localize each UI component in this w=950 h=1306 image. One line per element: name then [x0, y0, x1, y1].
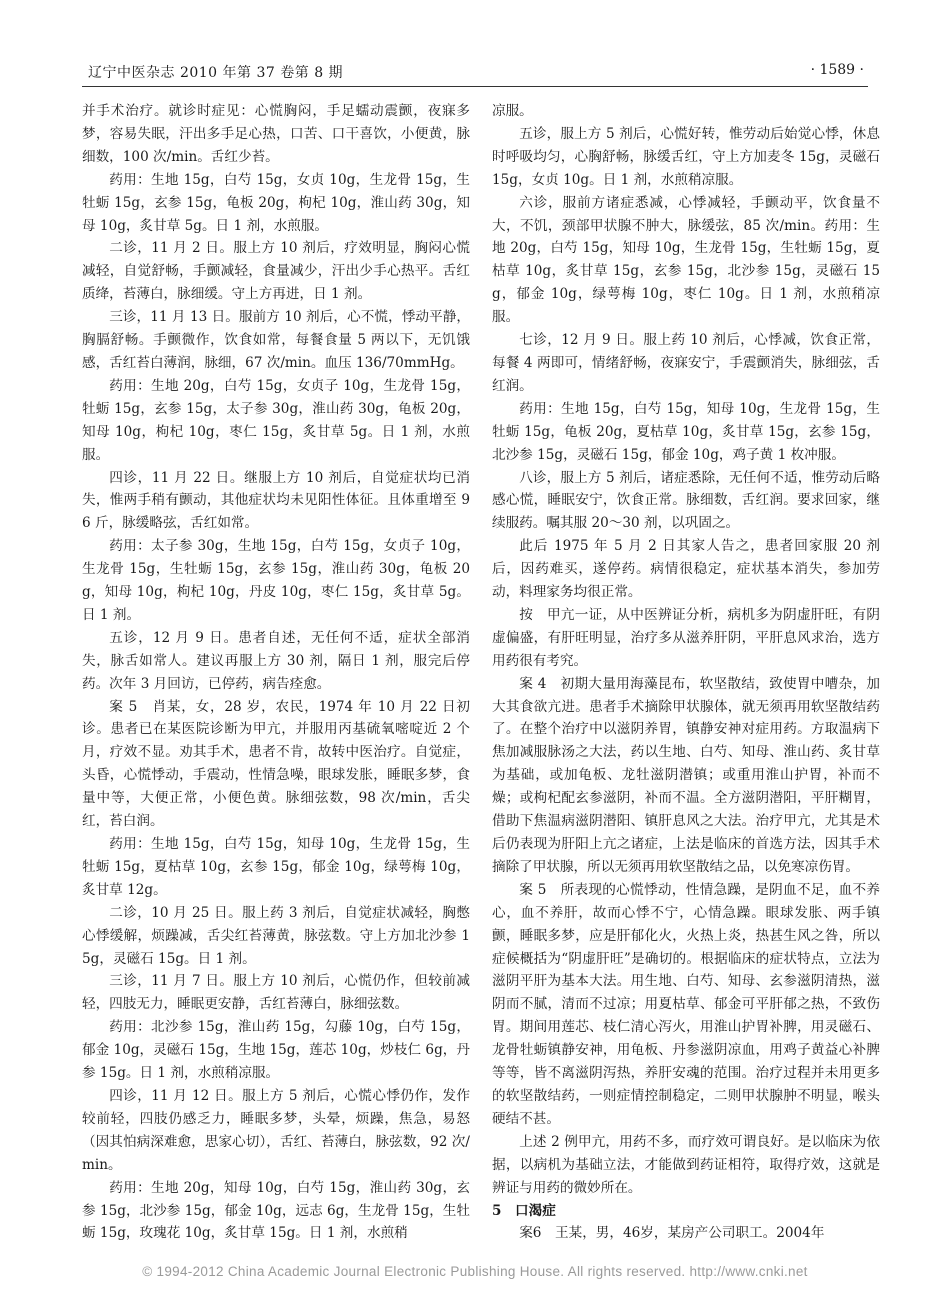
paragraph: 案 4 初期大量用海藻昆布，软坚散结，致使胃中嘈杂，加大其食欲亢进。患者手术摘除甲状腺体，就无须再用软坚散结药了。在整个治疗中以滋阴养胃，镇静安神对症用药。方取温病下焦加减服脉汤之大法，药以生地、白芍、知母、淮山药、炙甘草为基础，或加龟板、龙牡滋阴潜镇；或重用淮山护胃，补而不燥；或枸杞配玄参滋阴，补而不温。全方滋阴潜阳，平肝糊胃，借助下焦温病滋阴潜阳、镇肝息风之大法。治疗甲亢，尤其是术后仍表现为肝阳上亢之诸症，上法是临床的首选方法，因其手术摘除了甲状腺，所以无须再用软坚散结之品，以免寒凉伤胃。	[492, 675, 880, 875]
paragraph: 并手术治疗。就诊时症见：心慌胸闷，手足蠕动震颤，夜寐多梦，容易失眠，汗出多手足心热，口苦、口干喜饮，小便黄，脉细数，100 次/min。舌红少苔。	[82, 103, 470, 165]
paragraph: 二诊，10 月 25 日。服上药 3 剂后，自觉症状减轻，胸憋心悸缓解，烦躁减，舌尖红苔薄黄，脉弦数。守上方加北沙参 15g，灵磁石 15g。日 1 剂。	[82, 904, 470, 967]
paragraph: 四诊，11 月 12 日。服上方 5 剂后，心慌心悸仍作，发作较前轻，四肢仍感乏力，睡眠多梦，头晕，烦躁，焦急，易怒（因其怕病深难愈，思家心切），舌红、苔薄白，脉弦数，92 次/min。	[82, 1087, 470, 1173]
copyright-footer: © 1994-2012 China Academic Journal Electronic Publishing House. All rights reserved. http://www.cnki.net	[142, 1264, 808, 1279]
paragraph: 七诊，12 月 9 日。服上药 10 剂后，心悸减，饮食正常，每餐 4 两即可，情绪舒畅，夜寐安宁，手震颤消失，脉细弦，舌红润。	[492, 332, 880, 394]
paragraph: 六诊，服前方诸症悉减，心悸减轻，手颤动平，饮食量不大，不饥，颈部甲状腺不肿大，脉缓弦，85 次/min。药用：生地 20g，白芍 15g，知母 10g，生龙骨 15g，生牡蛎 15g，夏枯草 10g，炙甘草 15g，玄参 15g，北沙参 15g，灵磁石 15g，郁金 10g，绿萼梅 10g，枣仁 10g。日 1 剂，水煎稍凉服。	[492, 194, 880, 326]
paragraph: 三诊，11 月 13 日。服前方 10 剂后，心不慌，悸动平静，胸膈舒畅。手颤微作，饮食如常，每餐食量 5 两以下，无饥饿感，舌红苔白薄润，脉细，67 次/min。血压 136/70mmHg。	[82, 309, 470, 371]
paragraph: 三诊，11 月 7 日。服上方 10 剂后，心慌仍作，但较前减轻，四肢无力，睡眠更安静，舌红苔薄白，脉细弦数。	[82, 973, 470, 1013]
paragraph: 药用：生地 20g，白芍 15g，女贞子 10g，生龙骨 15g，牡蛎 15g，玄参 15g，太子参 30g，淮山药 30g，龟板 20g，知母 10g，枸杞 10g，枣仁 15g，炙甘草 5g。日 1 剂，水煎服。	[82, 377, 470, 463]
page-number: · 1589 ·	[810, 62, 864, 78]
paragraph: 案 5 肖某，女，28 岁，农民，1974 年 10 月 22 日初诊。患者已在某医院诊断为甲亢，并服用丙基硫氧嘧啶近 2 个月，疗效不显。劝其手术，患者不肯，故转中医治疗。自觉症，头昏，心慌悸动，手震动，性情急噪，眼球发胀，睡眠多梦，食量中等，大便正常，小便色黄。脉细弦数，98 次/min，舌尖红，苔白润。	[82, 698, 470, 830]
journal-title: 辽宁中医杂志 2010 年第 37 卷第 8 期	[88, 65, 344, 81]
paragraph: 按 甲亢一证，从中医辨证分析，病机多为阴虚肝旺，有阴虚偏盛，有肝旺明显，治疗多从滋养肝阴，平肝息风求治，选方用药很有考究。	[492, 606, 880, 669]
paragraph: 上述 2 例甲亢，用药不多，而疗效可谓良好。是以临床为依据，以病机为基础立法，才能做到药证相符，取得疗效，这就是辨证与用药的微妙所在。	[492, 1133, 880, 1196]
section-heading: 5 口渴症	[492, 1202, 556, 1219]
paragraph: 药用：太子参 30g，生地 15g，白芍 15g，女贞子 10g，生龙骨 15g，生牡蛎 15g，玄参 15g，淮山药 30g，龟板 20g，知母 10g，枸杞 10g，丹皮 10g，枣仁 15g，炙甘草 5g。日 1 剂。	[82, 538, 470, 623]
paragraph: 药用：生地 15g，白芍 15g，女贞 10g，生龙骨 15g，生牡蛎 15g，玄参 15g，龟板 20g，枸杞 10g，淮山药 30g，知母 10g，炙甘草 5g。日 1 剂，水煎服。	[82, 171, 470, 234]
right-column	[492, 100, 880, 1245]
paragraph: 四诊，11 月 22 日。继服上方 10 剂后，自觉症状均已消失，惟两手稍有颤动，其他症状均未见阳性体征。且体重增至 96 斤，脉缓略弦，舌红如常。	[82, 469, 470, 532]
paragraph: 案6 王某，男，46岁，某房产公司职工。2004年	[519, 1225, 825, 1242]
paragraph: 药用：生地 15g，白芍 15g，知母 10g，生龙骨 15g，生牡蛎 15g，龟板 20g，夏枯草 10g，炙甘草 15g，玄参 15g，北沙参 15g，灵磁石 15g，郁金 10g，鸡子黄 1 枚冲服。	[492, 400, 880, 463]
paragraph: 药用：北沙参 15g，淮山药 15g，勾藤 10g，白芍 15g，郁金 10g，灵磁石 15g，生地 15g，莲芯 10g，炒枝仁 6g，丹参 15g。日 1 剂，水煎稍凉服。	[82, 1019, 470, 1082]
paragraph: 药用：生地 15g，白芍 15g，知母 10g，生龙骨 15g，生牡蛎 15g，夏枯草 10g，玄参 15g，郁金 10g，绿萼梅 10g，炙甘草 12g。	[82, 836, 470, 898]
paragraph: 凉服。	[492, 103, 533, 119]
paragraph: 八诊，服上方 5 剂后，诸症悉除，无任何不适，惟劳动后略感心慌，睡眠安宁，饮食正常。脉细数，舌红润。要求回家，继续服药。嘱其服 20～30 剂，以巩固之。	[492, 469, 880, 532]
header-rule	[82, 86, 868, 87]
left-column	[82, 100, 470, 1245]
paragraph: 药用：生地 20g，知母 10g，白芍 15g，淮山药 30g，玄参 15g，北沙参 15g，郁金 10g，远志 6g，生龙骨 15g，生牡蛎 15g，玫瑰花 10g，炙甘草 15g。日 1 剂，水煎稍	[82, 1179, 470, 1242]
paragraph: 五诊，服上方 5 剂后，心慌好转，惟劳动后始觉心悸，休息时呼吸均匀，心胸舒畅，脉缓舌红，守上方加麦冬 15g，灵磁石 15g，女贞 10g。日 1 剂，水煎稍凉服。	[492, 125, 880, 188]
paragraph: 二诊，11 月 2 日。服上方 10 剂后，疗效明显，胸闷心慌减轻，自觉舒畅，手颤减轻，食量减少，汗出少手心热平。舌红质绛，苔薄白，脉细缓。守上方再进，日 1 剂。	[82, 240, 470, 303]
paragraph: 五诊，12 月 9 日。患者自述，无任何不适，症状全部消失，脉舌如常人。建议再服上方 30 剂，隔日 1 剂，服完后停药。次年 3 月回访，已停药，病告痊愈。	[82, 629, 470, 692]
paragraph: 案 5 所表现的心慌悸动，性情急躁，是阴血不足，血不养心，血不养肝，故而心悸不宁，心情急躁。眼球发胀、两手镇颤，睡眠多梦，应是肝郁化火，火热上炎，热甚生风之咎，所以症候概括为“阴虚肝旺”是确切的。根据临床的症状特点，立法为滋阴平肝为基本大法。用生地、白芍、知母、玄参滋阴清热，滋阴而不腻，清而不过凉；用夏枯草、郁金可平肝郁之热，不致伤胃。期间用莲芯、枝仁清心泻火，用淮山护胃补脾，用灵磁石、龙骨牡蛎镇静安神，用龟板、丹参滋阴凉血，用鸡子黄益心补脾等等，皆不离滋阴泻热，养肝安魂的范围。治疗过程并未用更多的软坚散结药，一则症情控制稳定，二则甲状腺肿不明显，喉头硬结不甚。	[492, 881, 880, 1127]
paragraph: 此后 1975 年 5 月 2 日其家人告之，患者回家服 20 剂后，因药难买，遂停药。病情很稳定，症状基本消失，参加劳动，料理家务均很正常。	[492, 538, 880, 601]
